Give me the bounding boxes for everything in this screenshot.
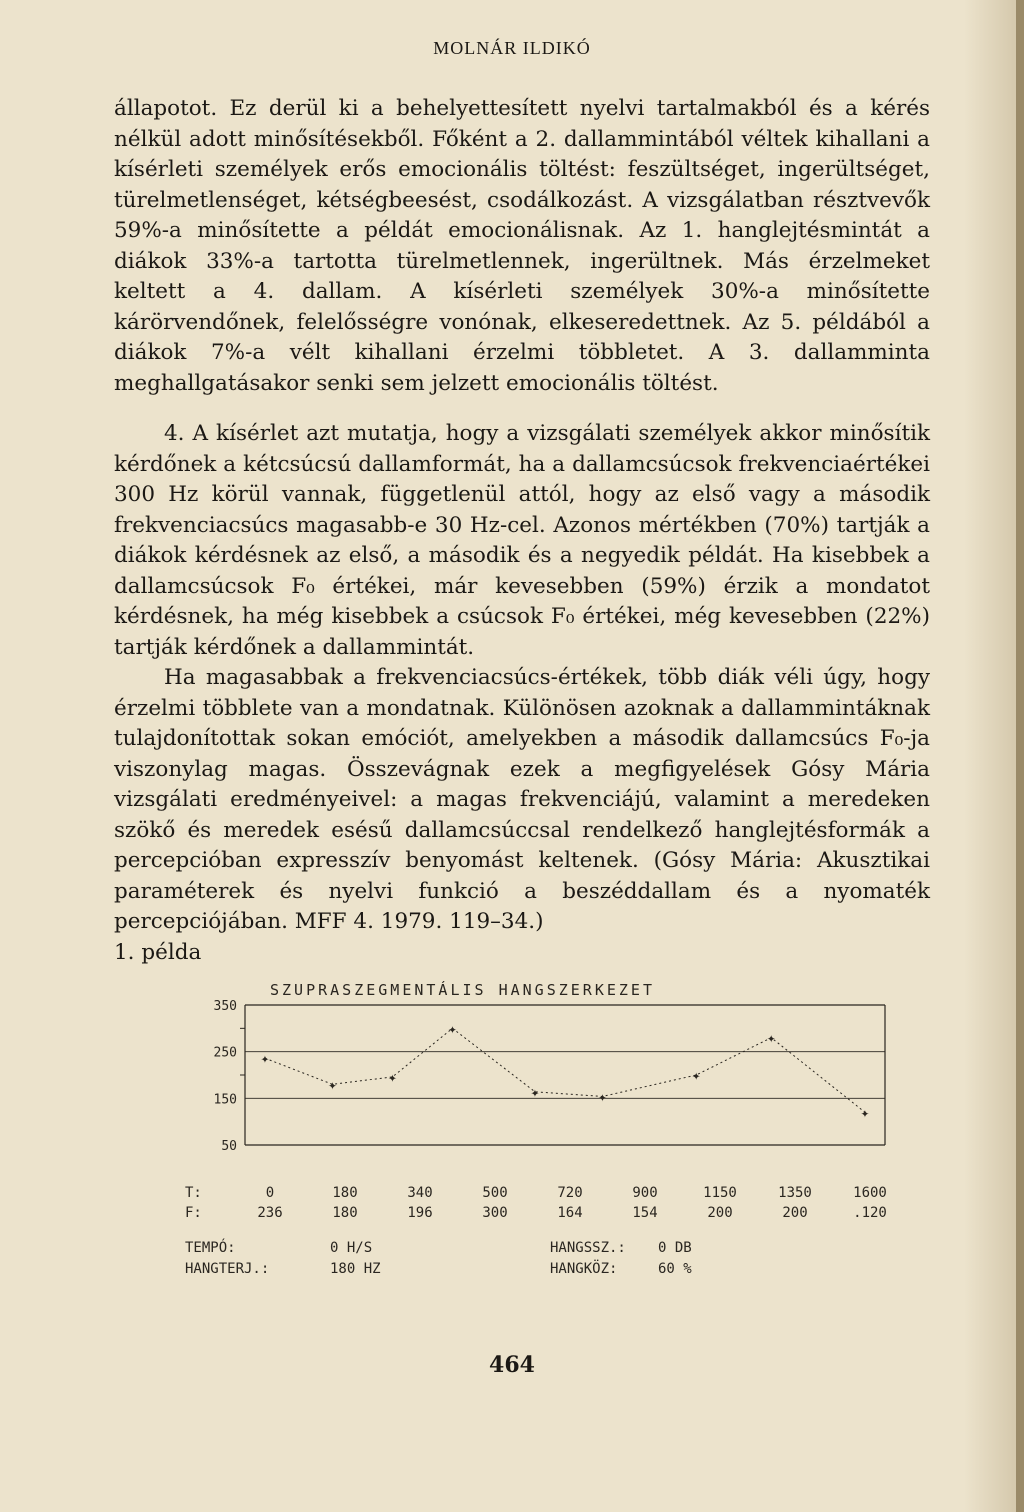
running-head: MOLNÁR ILDIKÓ <box>433 38 591 58</box>
t-value: 1350 <box>778 1185 812 1201</box>
f-value: 196 <box>407 1205 433 1221</box>
intonation-figure <box>180 975 900 1290</box>
data-point: ✦ <box>860 1105 870 1122</box>
t-value: 720 <box>557 1185 583 1201</box>
y-tick-label: 150 <box>213 1092 237 1108</box>
plot-area <box>240 1005 885 1145</box>
f-value: 180 <box>332 1205 358 1221</box>
paragraph-3: Ha magasabbak a frekvenciacsúcs-értékek, több diák véli úgy, hogy érzelmi többlete van a mondatnak. Különösen azoknak a dallammintáknak tulajdonítottak sokan emóciót, amelyekben a második dallamcsúcs F₀-ja viszonylag magas. Összevágnak ezek a megfigyelések Gósy Mária vizsgálati eredményeivel: a magas frekvenciájú, valamint a meredeken szökő és meredek esésű dallamcsúccsal rendelkező hanglejtésformák a percepcióban expresszív benyomást keltenek. (Gósy Mária: Akusztikai paraméterek és nyelvi funkció a beszéddallam és a nyomaték percepciójában. MFF 4. 1979. 119–34.) <box>114 665 930 934</box>
y-tick-label: 350 <box>213 999 237 1014</box>
t-row-label: T: <box>185 1185 202 1201</box>
data-point: ✦ <box>530 1084 540 1101</box>
data-point: ✦ <box>692 1068 701 1084</box>
f-value: 200 <box>782 1205 808 1221</box>
tick-labels <box>214 999 237 1154</box>
hangssz-value: 0 DB <box>658 1240 692 1256</box>
data-point: ✦ <box>767 1030 776 1047</box>
t-value: 340 <box>407 1185 433 1201</box>
data-point: ✦ <box>448 1021 457 1038</box>
t-value: 900 <box>632 1185 658 1201</box>
f-value: 200 <box>707 1205 733 1221</box>
t-value: 500 <box>482 1185 508 1201</box>
t-value: 180 <box>332 1185 358 1201</box>
f-value: 154 <box>632 1205 658 1221</box>
f-value: 236 <box>257 1205 283 1221</box>
page-edge <box>1016 0 1024 1512</box>
hangter-value: 180 HZ <box>330 1261 381 1277</box>
t-value: 0 <box>265 1185 275 1201</box>
page-edge-shade <box>964 0 1024 1512</box>
page-number: 464 <box>489 1352 535 1378</box>
f-row-label: F: <box>185 1205 202 1221</box>
tempo-value: 0 H/S <box>330 1240 373 1256</box>
tf-table <box>185 1185 887 1221</box>
hangter-label: HANGTERJ.: <box>185 1261 270 1277</box>
hangssz-label: HANGSSZ.: <box>550 1240 626 1256</box>
paragraph-2: 4. A kísérlet azt mutatja, hogy a vizsgálati személyek akkor minősítik kérdőnek a kétcsúcsú dallamformát, ha a dallamcsúcsok frekvenciaértékei 300 Hz körül vannak, függetlenül attól, hogy az első vagy a második frekvenciacsúcs magasabb-e 30 Hz-cel. Azonos mértékben (70%) tartják a diákok kérdésnek az első, a második és a negyedik példát. Ha kisebbek a dallamcsúcsok F₀ értékei, már kevesebben (59%) érzik a mondatot kérdésnek, ha még kisebbek a csúcsok F₀ értékei, még kevesebben (22%) tartják kérdőnek a dallammintát. <box>114 421 930 660</box>
figure-title: SZUPRASZEGMENTÁLIS HANGSZERKEZET <box>270 981 655 999</box>
intonation-chart <box>180 975 900 1290</box>
hangkoz-label: HANGKÖZ: <box>550 1261 618 1277</box>
paragraph-1: állapotot. Ez derül ki a behelyettesített nyelvi tartalmakból és a kérés nélkül adott minősítésekből. Főként a 2. dallammintából véltek kihallani a kísérleti személyek erős emocionális töltést: feszültséget, ingerültséget, türelmetlenséget, kétségbeesést, csodálkozást. A vizsgálatban résztvevők 59%-a minősítette a példát emocionálisnak. Az 1. hanglejtésmintát a diákok 33%-a tartotta türelmetlennek, ingerültnek. Más érzelmeket keltett a 4. dallam. A kísérleti személyek 30%-a minősítette kárörvendőnek, felelősségre vonónak, elkeseredettnek. Az 5. példából a diákok 7%-a vélt kihallani érzelmi többletet. A 3. dallamminta meghallgatásakor senki sem jelzett emocionális töltést. <box>114 96 930 396</box>
f-value: 300 <box>482 1205 508 1221</box>
data-point: ✦ <box>328 1077 337 1094</box>
data-point: ✦ <box>388 1069 397 1086</box>
y-tick-label: 250 <box>213 1045 237 1061</box>
tempo-label: TEMPÓ: <box>185 1240 236 1256</box>
example-label: 1. példa <box>114 940 202 965</box>
data-point: ✦ <box>598 1089 607 1106</box>
t-value: 1600 <box>853 1185 887 1201</box>
hangkoz-value: 60 % <box>658 1261 692 1277</box>
y-tick-label: 50 <box>221 1139 237 1154</box>
f-value: .120 <box>853 1205 887 1221</box>
body-text <box>114 94 930 938</box>
data-point: ✦ <box>260 1051 270 1068</box>
f-value: 164 <box>557 1205 583 1221</box>
t-value: 1150 <box>703 1185 737 1201</box>
